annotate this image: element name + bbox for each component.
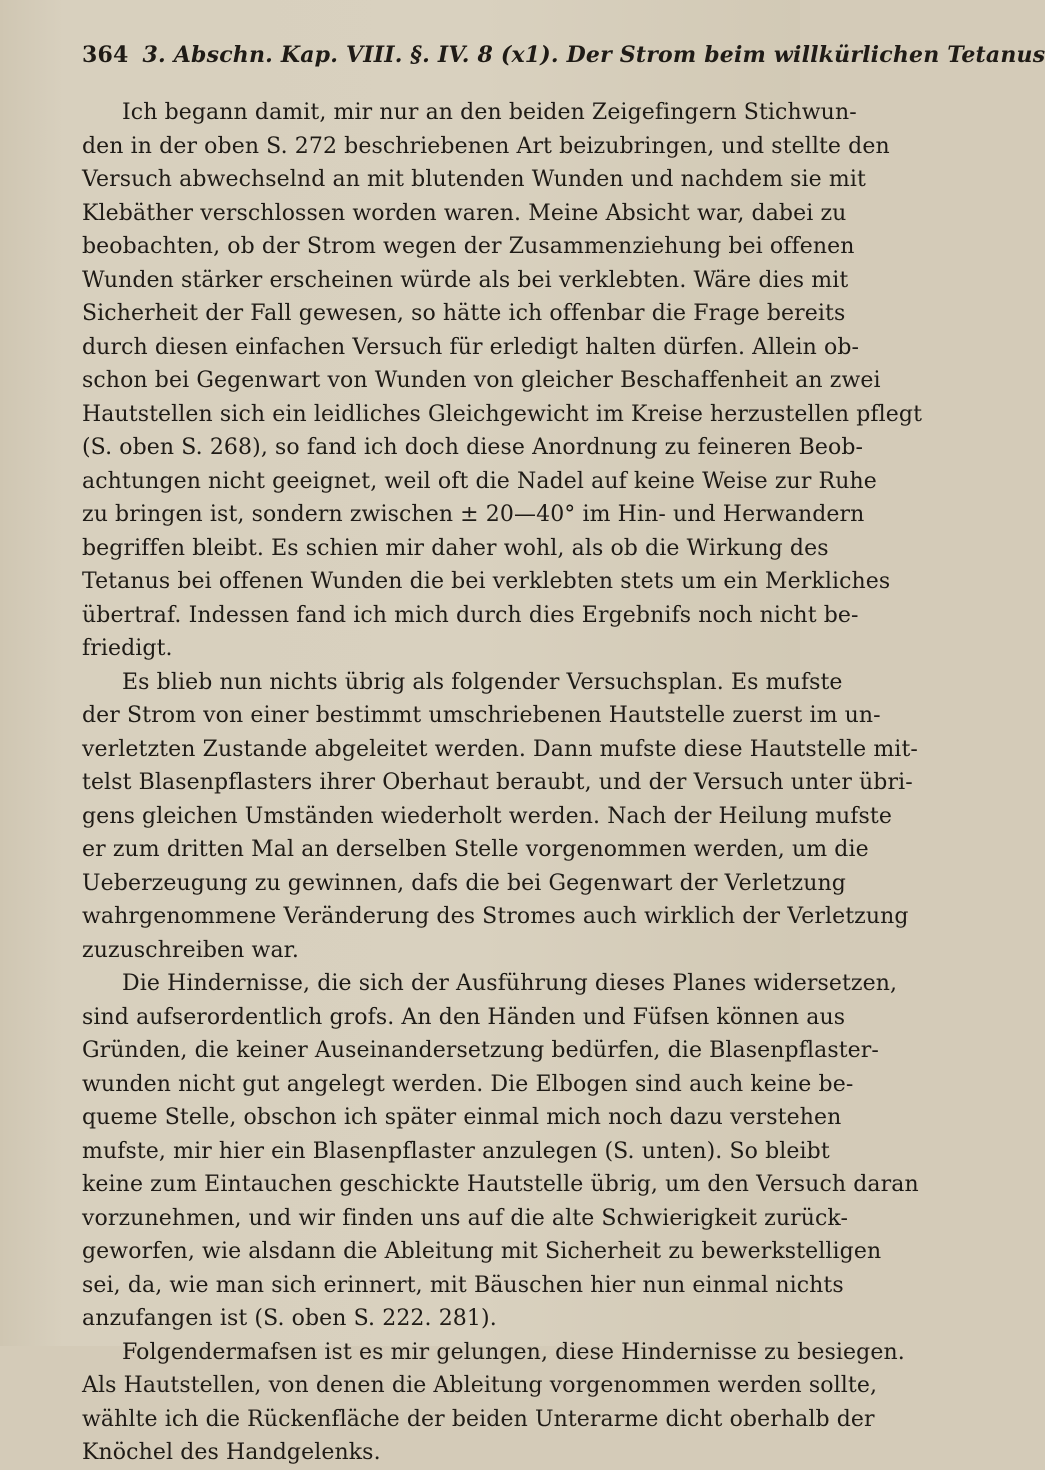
text-line: übertraf. Indessen fand ich mich durch dies Ergebnifs noch nicht be-: [82, 602, 859, 628]
running-head: [82, 42, 1045, 86]
text-line: vorzunehmen, und wir finden uns auf die alte Schwierigkeit zurück-: [82, 1205, 848, 1231]
text-line: queme Stelle, obschon ich später einmal mich noch dazu verstehen: [82, 1105, 842, 1130]
paragraph: [82, 666, 918, 968]
text-line: Ich begann damit, mir nur an den beiden Zeigefingern Stichwun-: [122, 100, 857, 125]
text-line: den in der oben S. 272 beschriebenen Art beizubringen, und stellte den: [82, 133, 890, 159]
paragraph: [82, 1336, 905, 1470]
text-line: beobachten, ob der Strom wegen der Zusammenziehung bei offenen: [82, 234, 855, 259]
text-line: begriffen bleibt. Es schien mir daher wohl, als ob die Wirkung des: [82, 535, 829, 561]
text-line: sind aufserordentlich grofs. An den Händen und Füfsen können aus: [82, 1004, 846, 1030]
text-line: Die Hindernisse, die sich der Ausführung dieses Planes widersetzen,: [122, 971, 898, 996]
text-line: wahrgenommene Veränderung des Stromes auch wirklich der Verletzung: [82, 904, 909, 929]
text-line: geworfen, wie alsdann die Ableitung mit Sicherheit zu bewerkstelligen: [82, 1239, 882, 1264]
text-line: der Strom von einer bestimmt umschriebenen Hautstelle zuerst im un-: [82, 703, 881, 728]
page-number: 364: [82, 42, 129, 68]
paragraph: [82, 96, 923, 666]
text-line: (S. oben S. 268), so fand ich doch diese Anordnung zu feineren Beob-: [82, 435, 864, 460]
text-line: zuzuschreiben war.: [82, 937, 299, 963]
text-line: achtungen nicht geeignet, weil oft die Nadel auf keine Weise zur Ruhe: [82, 468, 877, 494]
text-line: mufste, mir hier ein Blasenpflaster anzulegen (S. unten). So bleibt: [82, 1138, 830, 1164]
text-line: gens gleichen Umständen wiederholt werden. Nach der Heilung mufste: [82, 803, 892, 829]
text-line: sei, da, wie man sich erinnert, mit Bäuschen hier nun einmal nichts: [82, 1272, 844, 1298]
text-line: Versuch abwechselnd an mit blutenden Wunden und nachdem sie mit: [82, 167, 866, 192]
text-line: wählte ich die Rückenfläche der beiden Unterarme dicht oberhalb der: [82, 1406, 875, 1432]
text-line: Folgendermafsen ist es mir gelungen, diese Hindernisse zu besiegen.: [122, 1339, 905, 1365]
text-line: telst Blasenpflasters ihrer Oberhaut beraubt, und der Versuch unter übri-: [82, 770, 913, 795]
text-line: Knöchel des Handgelenks.: [82, 1440, 381, 1465]
text-line: durch diesen einfachen Versuch für erledigt halten dürfen. Allein ob-: [82, 334, 860, 360]
text-line: Wunden stärker erscheinen würde als bei verklebten. Wäre dies mit: [82, 267, 849, 293]
text-line: Tetanus bei offenen Wunden die bei verklebten stets um ein Merkliches: [82, 569, 891, 594]
text-line: verletzten Zustande abgeleitet werden. Dann mufste diese Hautstelle mit-: [82, 736, 918, 762]
text-line: Sicherheit der Fall gewesen, so hätte ich offenbar die Frage bereits: [82, 301, 846, 326]
text-line: er zum dritten Mal an derselben Stelle vorgenommen werden, um die: [82, 837, 869, 862]
running-title: 3. Abschn. Kap. VIII. §. IV. 8 (x1). Der Strom beim willkürlichen Tetanus: [142, 42, 1045, 68]
text-line: Hautstellen sich ein leidliches Gleichgewicht im Kreise herzustellen pflegt: [82, 401, 923, 427]
text-line: Es blieb nun nichts übrig als folgender Versuchsplan. Es mufste: [122, 669, 843, 695]
text-line: schon bei Gegenwart von Wunden von gleicher Beschaffenheit an zwei: [82, 368, 881, 393]
paragraph: [82, 967, 919, 1336]
body-text: [82, 96, 923, 1470]
text-line: zu bringen ist, sondern zwischen ± 20—40° im Hin- und Herwandern: [82, 502, 865, 527]
text-line: Ueberzeugung zu gewinnen, dafs die bei Gegenwart der Verletzung: [82, 870, 846, 896]
text-line: keine zum Eintauchen geschickte Hautstelle übrig, um den Versuch daran: [82, 1172, 919, 1197]
text-line: Gründen, die keiner Auseinandersetzung bedürfen, die Blasenpflaster-: [82, 1038, 879, 1063]
text-line: wunden nicht gut angelegt werden. Die Elbogen sind auch keine be-: [82, 1071, 854, 1097]
text-line: anzufangen ist (S. oben S. 222. 281).: [82, 1306, 497, 1331]
text-line: Als Hautstellen, von denen die Ableitung vorgenommen werden sollte,: [82, 1373, 878, 1398]
text-line: friedigt.: [82, 636, 173, 661]
text-line: Klebäther verschlossen worden waren. Meine Absicht war, dabei zu: [82, 200, 847, 226]
